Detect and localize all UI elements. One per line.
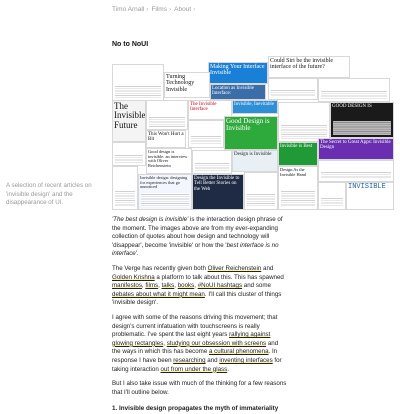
link-debates[interactable]: debates about what it might mean [112, 290, 205, 298]
nav-separator: › [168, 6, 172, 13]
collage-tile: Good Design is Invisible [224, 116, 278, 150]
nav-separator: › [193, 6, 196, 13]
link-manifestos[interactable]: manifestos [112, 282, 142, 290]
image-caption: A selection of recent articles on 'invisible design' and the disappearance of UI. [6, 182, 92, 207]
collage-tile [318, 160, 394, 182]
collage-tile [146, 100, 188, 130]
paragraph: But I also take issue with much of the thinking for a few reasons that I'll outline below. [112, 380, 287, 396]
breadcrumb-nav [112, 6, 198, 13]
nav-separator: › [146, 6, 149, 13]
collage-tile: Design the Invisible to Tell Better Stories on the Web [192, 174, 244, 210]
collage-tile: INVISIBLE [346, 182, 394, 210]
article-collage-image [112, 56, 394, 210]
link-oliver-reichenstein[interactable]: Oliver Reichenstein [207, 264, 262, 272]
collage-tile: Invisible design: designing for experiences that go unnoticed [138, 174, 192, 210]
link-cultural-phenomena[interactable]: a cultural phenomena [209, 348, 269, 356]
collage-tile: Design is Invisible [232, 150, 278, 172]
link-talks[interactable]: talks [161, 282, 175, 290]
collage-tile [278, 102, 330, 142]
collage-tile [192, 150, 232, 174]
collage-tile [244, 172, 278, 210]
paragraph: 'The best design is invisible' is the interaction design phrase of the moment. The images above are from my ever-expanding collection of quotes about how design and technology will 'disappear', become 'invisible' or how the 'best interface is no interface'. [112, 216, 283, 258]
collage-tile: Making Your Interface Invisible [208, 62, 268, 84]
link-researching[interactable]: researching [173, 356, 206, 364]
collage-tile: The Invisible Interface [188, 100, 232, 120]
collage-tile: Invisible, Inevitable [232, 100, 278, 114]
collage-tile: This Won't Hurt a Bit [146, 130, 186, 148]
link-glowing-rectangles[interactable]: rallying against glowing rectangles [112, 331, 271, 347]
collage-tile: The Invisible Future [112, 100, 146, 142]
link-noui-hashtags[interactable]: #NoUI hashtags [197, 282, 243, 290]
article-body [112, 216, 288, 414]
collage-tile [112, 166, 138, 210]
link-inventing-interfaces[interactable]: inventing interfaces [219, 356, 273, 364]
collage-tile: Location as Invisible Interface: [210, 84, 266, 100]
collage-tile: Turning Technology Invisible [164, 72, 210, 98]
section-heading: 1. Invisible design propagates the myth of immateriality [112, 405, 279, 413]
collage-tile: GOOD DESIGN IS [330, 102, 394, 138]
collage-tile [112, 142, 146, 166]
link-books[interactable]: books [177, 282, 195, 290]
collage-tile [188, 120, 224, 148]
paragraph: I agree with some of the reasons driving this movement; that design's current infatuation with touchscreens is really problematic. I've spent the last eight years rallying against glowing rectangles, studying our obsession with screens and the ways in which this has become a cultural phenomena. In response I have been researching and inventing interfaces for taking interaction out from under the glass. [112, 313, 282, 373]
nav-about-link[interactable]: About [174, 6, 192, 13]
nav-films-link[interactable]: Films [151, 6, 167, 13]
page-title: No to NoUI [112, 41, 149, 48]
link-golden-krishna[interactable]: Golden Krishna [112, 273, 155, 281]
nav-home-link[interactable]: Timo Arnall [112, 6, 145, 13]
collage-tile: The Secret to Great Apps: Invisible Design [318, 138, 394, 160]
link-films[interactable]: films [145, 282, 159, 290]
quote-text: best interface is no interface [112, 241, 279, 258]
quote-text: 'The best design is invisible' [112, 216, 189, 223]
paragraph: The Verge has recently given both Oliver Reichenstein and Golden Krishna a platform to talk about this. This has spawned manifestos, films, talks, books, #NoUI hashtags and some debates about what it might mean. I'll call this cluster of things 'invisible design'. [112, 264, 284, 307]
link-out-from-under-the-glass[interactable]: out from under the glass [160, 365, 228, 373]
collage-tile: Design As the Invisible Hand [278, 166, 318, 210]
collage-tile [318, 182, 346, 210]
collage-tile: Good design is invisible: an interview with Oliver Reichenstein [146, 148, 192, 174]
collage-tile: Invisible is Best [278, 142, 318, 166]
link-obsession-with-screens[interactable]: studying our obsession with screens [166, 339, 267, 347]
collage-tile [318, 78, 390, 102]
collage-tile [268, 78, 318, 100]
collage-tile: Could Siri be the invisible interface of the future? [268, 56, 350, 78]
collage-tile [112, 64, 164, 102]
